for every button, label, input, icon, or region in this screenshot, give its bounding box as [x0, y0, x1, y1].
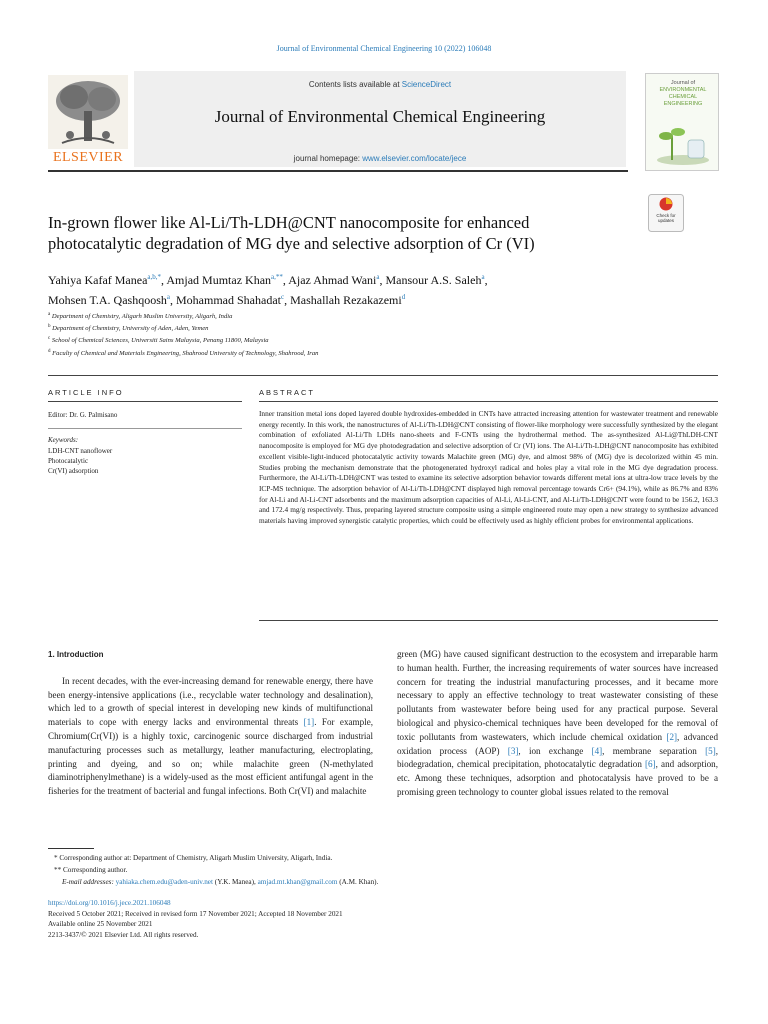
body-column-right [397, 648, 718, 800]
article-title-line-1: In-grown flower like Al-Li/Th-LDH@CNT nanocomposite for enhanced [48, 213, 530, 232]
reference-link[interactable]: [4] [591, 745, 603, 756]
footnote-text: Corresponding author at: Department of Chemistry, Aligarh Muslim University, Aligarh, India. [59, 854, 333, 862]
journal-citation-link[interactable]: Journal of Environmental Chemical Engineering 10 (2022) 106048 [276, 44, 492, 53]
doi-link[interactable]: https://doi.org/10.1016/j.jece.2021.106048 [48, 899, 171, 907]
keyword-item: LDH-CNT nanoflower [48, 447, 113, 455]
cover-line-2: ENVIRONMENTAL [659, 87, 707, 93]
email-link[interactable]: amjad.mt.khan@gmail.com [257, 878, 338, 886]
author-affiliation-mark[interactable]: a [481, 273, 485, 281]
reference-link[interactable]: [2] [666, 731, 678, 742]
intro-paragraph-continued [397, 648, 718, 800]
keyword-item: Cr(VI) adsorption [48, 467, 99, 475]
elsevier-wordmark: ELSEVIER [52, 150, 124, 165]
body-text: , and adsorption, etc. Among these techniques, adsorption and photocatalysis have proved to be a promising green technology to counter global issues related to the removal [397, 759, 718, 797]
divider [48, 375, 718, 376]
footnotes [48, 852, 718, 888]
affiliation-text: Department of Chemistry, University of Aden, Aden, Yemen [52, 325, 209, 333]
email-owner: (Y.K. Manea), [213, 878, 258, 886]
affiliation-item [48, 322, 688, 334]
affiliations [48, 310, 688, 359]
author-name[interactable]: Mansour A.S. Saleh [385, 273, 482, 287]
abstract-heading: ABSTRACT [259, 388, 316, 397]
email-link[interactable]: yahiaka.chem.edu@aden-univ.net [115, 878, 213, 886]
article-title-line-2: photocatalytic degradation of MG dye and selective adsorption of Cr (VI) [48, 234, 535, 253]
body-column-left [48, 648, 373, 799]
reference-link[interactable]: [1] [303, 717, 315, 728]
footnote-text: Corresponding author. [62, 866, 128, 874]
author-name[interactable]: Yahiya Kafaf Manea [48, 273, 148, 287]
journal-homepage-link[interactable]: www.elsevier.com/locate/jece [362, 154, 467, 163]
journal-cover-thumbnail[interactable] [645, 73, 719, 171]
affiliation-item [48, 310, 688, 322]
body-text: , membrane separation [602, 745, 706, 756]
divider [259, 620, 718, 621]
contents-prefix: Contents lists available at [308, 80, 402, 89]
check-updates-line-2: updates [657, 218, 674, 223]
article-title [48, 212, 628, 254]
cover-plant-image [652, 116, 714, 166]
journal-title: Journal of Environmental Chemical Engineering [214, 107, 546, 126]
body-text: In recent decades, with the ever-increasing demand for renewable energy, there have been energy-intensive applications (i.e., recyclable water technology and desalination), which led to a growth of special interest in developing new kinds of multifunctional materials to cope with energy lacks and environmental threats [48, 675, 373, 728]
author-name[interactable]: Mashallah Rezakazemi [290, 293, 402, 307]
body-text: , advanced oxidation process (AOP) [397, 731, 718, 756]
contents-line [134, 80, 626, 89]
author-name[interactable]: Mohammad Shahadat [176, 293, 281, 307]
author-affiliation-mark[interactable]: d [401, 293, 406, 301]
body-text: . For example, Chromium(Cr(VI)) is a highly toxic, carcinogenic source discharged from industrial manufacturing processes such as metallurgy, leather manufacturing, electroplating, printing and dyeing, and so on; while malachite green (N-methylated diaminotriphenylmethane) is a widely-used as the most efficient antifungal agent in the fisheries for the treatment of bacterial and fungal infections. Both Cr(VI) and malachite [48, 717, 374, 797]
homepage-prefix: journal homepage: [293, 154, 363, 163]
reference-link[interactable]: [5] [705, 745, 716, 756]
author-affiliation-mark[interactable]: a,b,* [147, 273, 162, 281]
keyword-item: Photocatalytic [48, 457, 89, 465]
publication-info [48, 898, 718, 940]
affiliation-item [48, 334, 688, 346]
email-owner: (A.M. Khan). [337, 878, 379, 886]
author-name[interactable]: Mohsen T.A. Qashqoosh [48, 293, 167, 307]
reference-link[interactable]: [6] [645, 759, 656, 770]
divider [259, 401, 718, 402]
section-heading-introduction: 1. Introduction [48, 650, 104, 659]
author-name[interactable]: Ajaz Ahmad Wani [288, 273, 377, 287]
keywords-label: Keywords: [48, 436, 79, 444]
body-text: green (MG) have caused significant destruction to the ecosystem and irreparable harm to human health. Further, the increasing requirements of water sources have increased concern for treating the industrial manufacturing processes, and it became more necessary to apply an effective technology to treat wastewater consisting of these pollutants from wastewater before being used for any practical purpose. Several biological and physico-chemical techniques have been developed for the removal of toxic pollutants from wastewaters, which include chemical oxidation [397, 649, 718, 742]
reference-link[interactable]: [3] [507, 745, 519, 756]
affiliation-letter: d [48, 348, 51, 354]
footnote-rule [48, 848, 94, 849]
author-name[interactable]: Amjad Mumtaz Khan [166, 273, 272, 287]
cover-line-3: CHEMICAL [668, 94, 698, 100]
author-affiliation-mark[interactable]: a,** [271, 273, 283, 281]
footnote-emails [48, 876, 718, 888]
divider [48, 401, 242, 402]
copyright-line: 2213-3437/© 2021 Elsevier Ltd. All rights reserved. [48, 930, 199, 939]
homepage-line [134, 154, 626, 163]
article-info-heading: ARTICLE INFO [48, 388, 124, 397]
keywords-list [48, 446, 112, 476]
author-affiliation-mark[interactable]: c [280, 293, 285, 301]
author-list: Yahiya Kafaf Manea$^{a,b,*}$, Amjad Mumtaz Khan$^{a,**}$, Ajaz Ahmad Wani$^a$, Mansour A.S. Saleh$^a$, Mohsen T.A. Qashqoosh$^a$, Mohammad Shahadat$^c$, Mashallah Rezakazemi$^d$ [48, 273, 488, 307]
affiliation-letter: c [48, 336, 51, 342]
header-rule [48, 170, 628, 172]
received-dates: Received 5 October 2021; Received in revised form 17 November 2021; Accepted 18 November 2021 [48, 909, 343, 918]
check-updates-line-1: Check for [656, 213, 676, 218]
affiliation-text: Faculty of Chemical and Materials Engineering, Shahrood University of Technology, Shahrood, Iran [52, 349, 319, 357]
email-label: E-mail addresses: [62, 878, 114, 886]
intro-paragraph [48, 675, 373, 799]
sciencedirect-link[interactable]: ScienceDirect [401, 80, 452, 89]
body-text: , biodegradation, chemical precipitation, photocatalytic degradation [397, 745, 719, 770]
cover-line-4: ENGINEERING [663, 101, 703, 107]
affiliation-item [48, 347, 688, 359]
check-updates-label [648, 213, 684, 223]
author-affiliation-mark[interactable]: a [376, 273, 380, 281]
editor-line: Editor: Dr. G. Palmisano [48, 411, 118, 419]
affiliation-text: School of Chemical Sciences, Universiti Sains Malaysia, Penang 11800, Malaysia [51, 337, 269, 345]
affiliation-text: Department of Chemistry, Aligarh Muslim University, Aligarh, India [51, 313, 233, 321]
footnote-corresponding-2: ** Corresponding author. [54, 866, 128, 874]
affiliation-letter: b [48, 324, 51, 330]
affiliation-letter: a [48, 312, 51, 317]
cover-line-1: Journal of [670, 80, 696, 86]
abstract-text: Inner transition metal ions doped layered double hydroxides-embedded in CNTs have attracted increasing attention for wastewater treatment and renewable energy recently. In this work, the nanostructures of Al-Li/Th-LDH@CNT consisting of flower-like morphology were successfully synthesized by the elegant combination of exfoliated Al-Li/Th LDHs nano-sheets and F-CNTs using the hydrothermal method. The as-synthesized Al-Li@ThLDH-CNT nanocomposite is employed for MG dye photodegradation and selective adsorption of Cr (VI) ions. The Al-Li/Th-LDH@CNT nanocomposite has exhibited excellent visible-light-induced photocatalytic activity towards Malachite green (MG) dye, and almost 98% of (MG) dye is decolorized within 45 min. Studies probing the mechanism demonstrate that the photogenerated hydroxyl radical and holes play a vital role in the MG dye degradation process. Furthermore, the Al-Li/Th-LDH@CNT was tested to examine its selective adsorption behavior towards different metal ions at ultra-low trace levels by the ICP-MS technique. The adsorption behavior of Al-Li/Th-LDH@CNT displayed high removal percentage towards Cr6+ (94.1%), while as 86.7% and 83% for Al-Li and Al-Li-CNT adsorbents and the maximum adsorption capacities of Al-Li, Al-Li-CNT, and Al-Li/Th-LDH@CNT were found to be 156.2, 163.3 and 172.4 mg/g respectively. Thus, preparing layered structure composite using a simple engineered route may open a new strategy to synthesize advanced materials having improved synergistic catalytic properties, which could be effectively used as highly efficient probes for environmental applications. [259, 409, 718, 526]
body-text: , ion exchange [518, 745, 592, 756]
available-online-date: Available online 25 November 2021 [48, 920, 153, 929]
footnote-corresponding-1: * Corresponding author at: Department of Chemistry, Aligarh Muslim University, Aligarh, India. [54, 854, 333, 862]
author-affiliation-mark[interactable]: a [166, 293, 170, 301]
divider [48, 428, 242, 429]
